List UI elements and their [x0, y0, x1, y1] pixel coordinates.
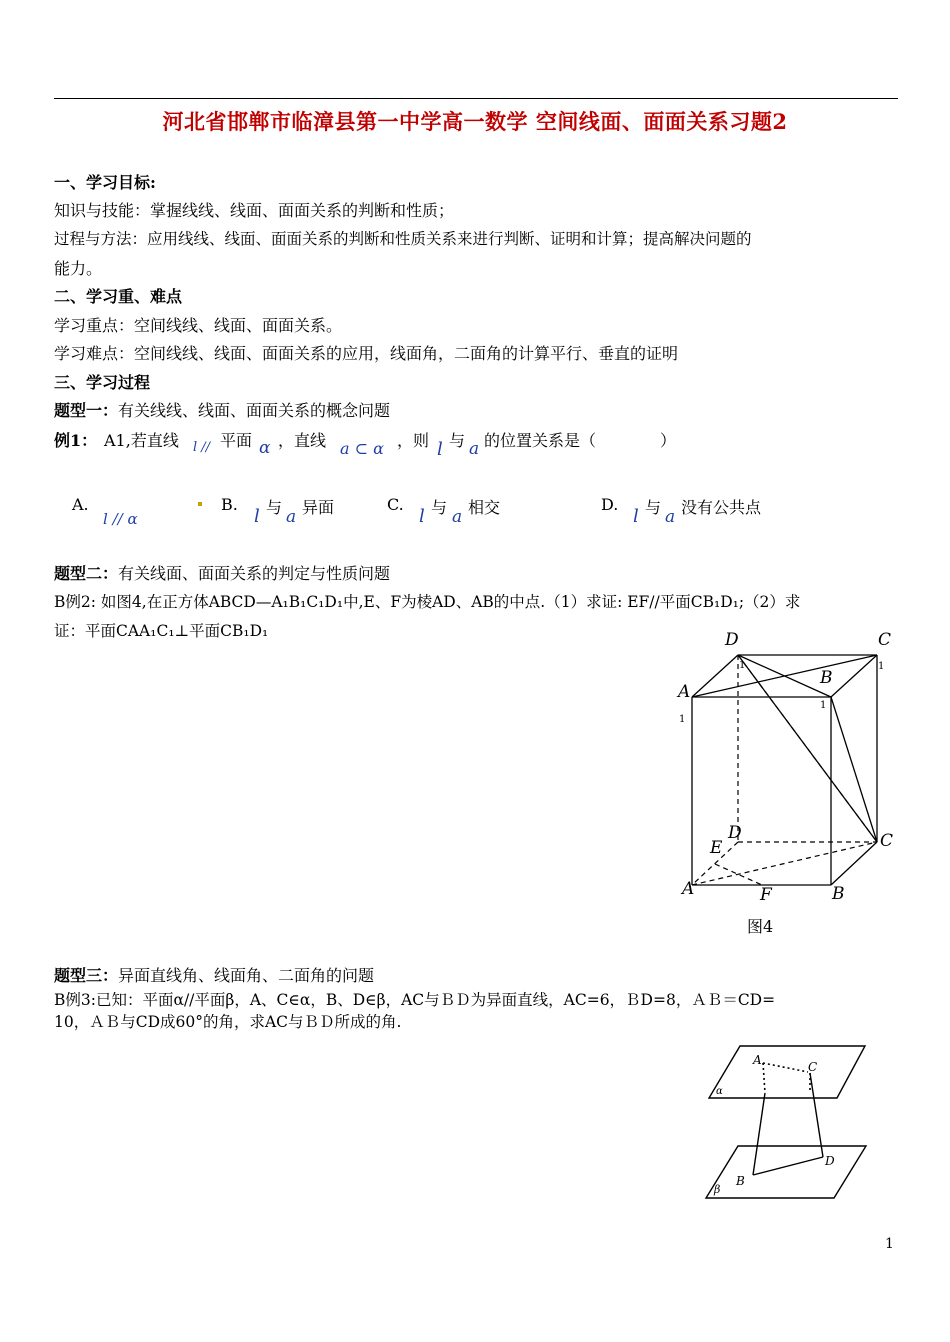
ex3-line2: 10，ＡＢ与CD成60°的角，求AC与ＢＤ所成的角. [54, 1013, 402, 1031]
type1-text: 有关线线、线面、面面关系的概念问题 [118, 401, 391, 420]
option-d-text: 没有公共点 [681, 498, 762, 517]
section1-line3: 能力。 [54, 259, 103, 278]
option-b-with: 与 [266, 498, 283, 517]
cube-label-d1-sub: 1 [739, 660, 746, 671]
option-d-label: D. [601, 495, 619, 514]
option-c-l: l [419, 506, 425, 527]
option-d-a: a [665, 507, 676, 527]
ex1-text-e: 与 [449, 431, 466, 450]
document-title: 河北省邯郸市临漳县第一中学高一数学 空间线面、面面关系习题2 [162, 109, 788, 134]
section1-heading: 一、学习目标: [54, 173, 156, 192]
cube-label-a1-sub: 1 [679, 714, 686, 725]
section2-heading: 二、学习重、难点 [54, 287, 183, 306]
cube-label-b1-sub: 1 [820, 700, 827, 711]
ex1-text-b: 平面 [220, 431, 253, 450]
page-number: 1 [885, 1236, 894, 1252]
planes-label-c: C [808, 1060, 818, 1074]
ex2-line2: 证：平面CAA₁C₁⊥平面CB₁D₁ [54, 622, 269, 640]
ex1-text-a: A1,若直线 [104, 431, 179, 450]
option-c-a: a [452, 507, 463, 527]
ex1-text-f: 的位置关系是（ ） [484, 431, 677, 450]
cube-label-c: C [880, 831, 894, 851]
ex1-label: 例1： [54, 431, 98, 450]
ex2-line1: B例2: 如图4,在正方体ABCD—A₁B₁C₁D₁中,E、F为棱AD、AB的中点.（1）求证: EF//平面CB₁D₁;（2）求 [54, 593, 801, 611]
ex1-math-l-parallel: l // [193, 440, 211, 455]
figure4-caption: 图4 [747, 917, 774, 936]
section3-heading: 三、学习过程 [54, 373, 151, 392]
planes-label-alpha: α [716, 1086, 723, 1097]
option-a-label: A. [72, 495, 89, 514]
ex1-text-d: ，则 [397, 431, 430, 450]
cube-label-d: D [728, 823, 742, 843]
cube-label-e: E [710, 838, 723, 858]
section2-difficult: 学习难点：空间线线、线面、面面关系的应用，线面角，二面角的计算平行、垂直的证明 [54, 344, 679, 363]
cube-label-b: B [832, 884, 845, 904]
cube-label-c1: C [878, 630, 892, 650]
section1-line2: 过程与方法：应用线线、线面、面面关系的判断和性质关系来进行判断、证明和计算；提高解决问题的 [54, 230, 752, 248]
option-d-with: 与 [645, 498, 662, 517]
option-b-a: a [286, 507, 297, 527]
type3-text: 异面直线角、线面角、二面角的问题 [118, 966, 375, 985]
section2-key: 学习重点：空间线线、线面、面面关系。 [54, 316, 343, 335]
ex1-math-a-subset-alpha: a ⊂ α [340, 439, 384, 458]
cube-label-b1: B [820, 668, 833, 688]
planes-label-b: B [736, 1174, 745, 1188]
type1-label: 题型一： [54, 401, 119, 420]
type3-label: 题型三： [54, 966, 119, 985]
planes-label-d: D [825, 1154, 835, 1168]
section1-line1: 知识与技能：掌握线线、线面、面面关系的判断和性质； [54, 201, 455, 220]
ex1-text-c: ，直线 [278, 431, 327, 450]
cube-label-d1: D [725, 630, 739, 650]
cube-label-a1: A [678, 682, 691, 702]
type2-label: 题型二： [54, 564, 119, 583]
planes-label-a: A [753, 1053, 762, 1067]
option-c-text: 相交 [468, 498, 501, 517]
ex1-math-a: a [469, 439, 480, 459]
option-c-with: 与 [431, 498, 448, 517]
ex1-math-l: l [437, 439, 443, 460]
option-b-label: B. [221, 495, 238, 514]
cube-label-c1-sub: 1 [878, 661, 885, 672]
type2-text: 有关线面、面面关系的判定与性质问题 [118, 564, 391, 583]
option-a-math: l // α [103, 510, 138, 528]
ex1-math-alpha: α [259, 438, 271, 458]
option-b-text: 异面 [302, 498, 335, 517]
ex3-line1: B例3:已知：平面α//平面β，A、C∈α，B、D∈β，AC与ＢＤ为异面直线，AC=6，ＢD=8，ＡＢ＝CD= [54, 991, 776, 1009]
option-c-label: C. [387, 495, 404, 514]
cube-label-a: A [682, 879, 695, 899]
planes-label-beta: β [714, 1183, 721, 1196]
option-b-l: l [254, 506, 260, 527]
option-d-l: l [633, 506, 639, 527]
cube-label-f: F [760, 885, 772, 905]
